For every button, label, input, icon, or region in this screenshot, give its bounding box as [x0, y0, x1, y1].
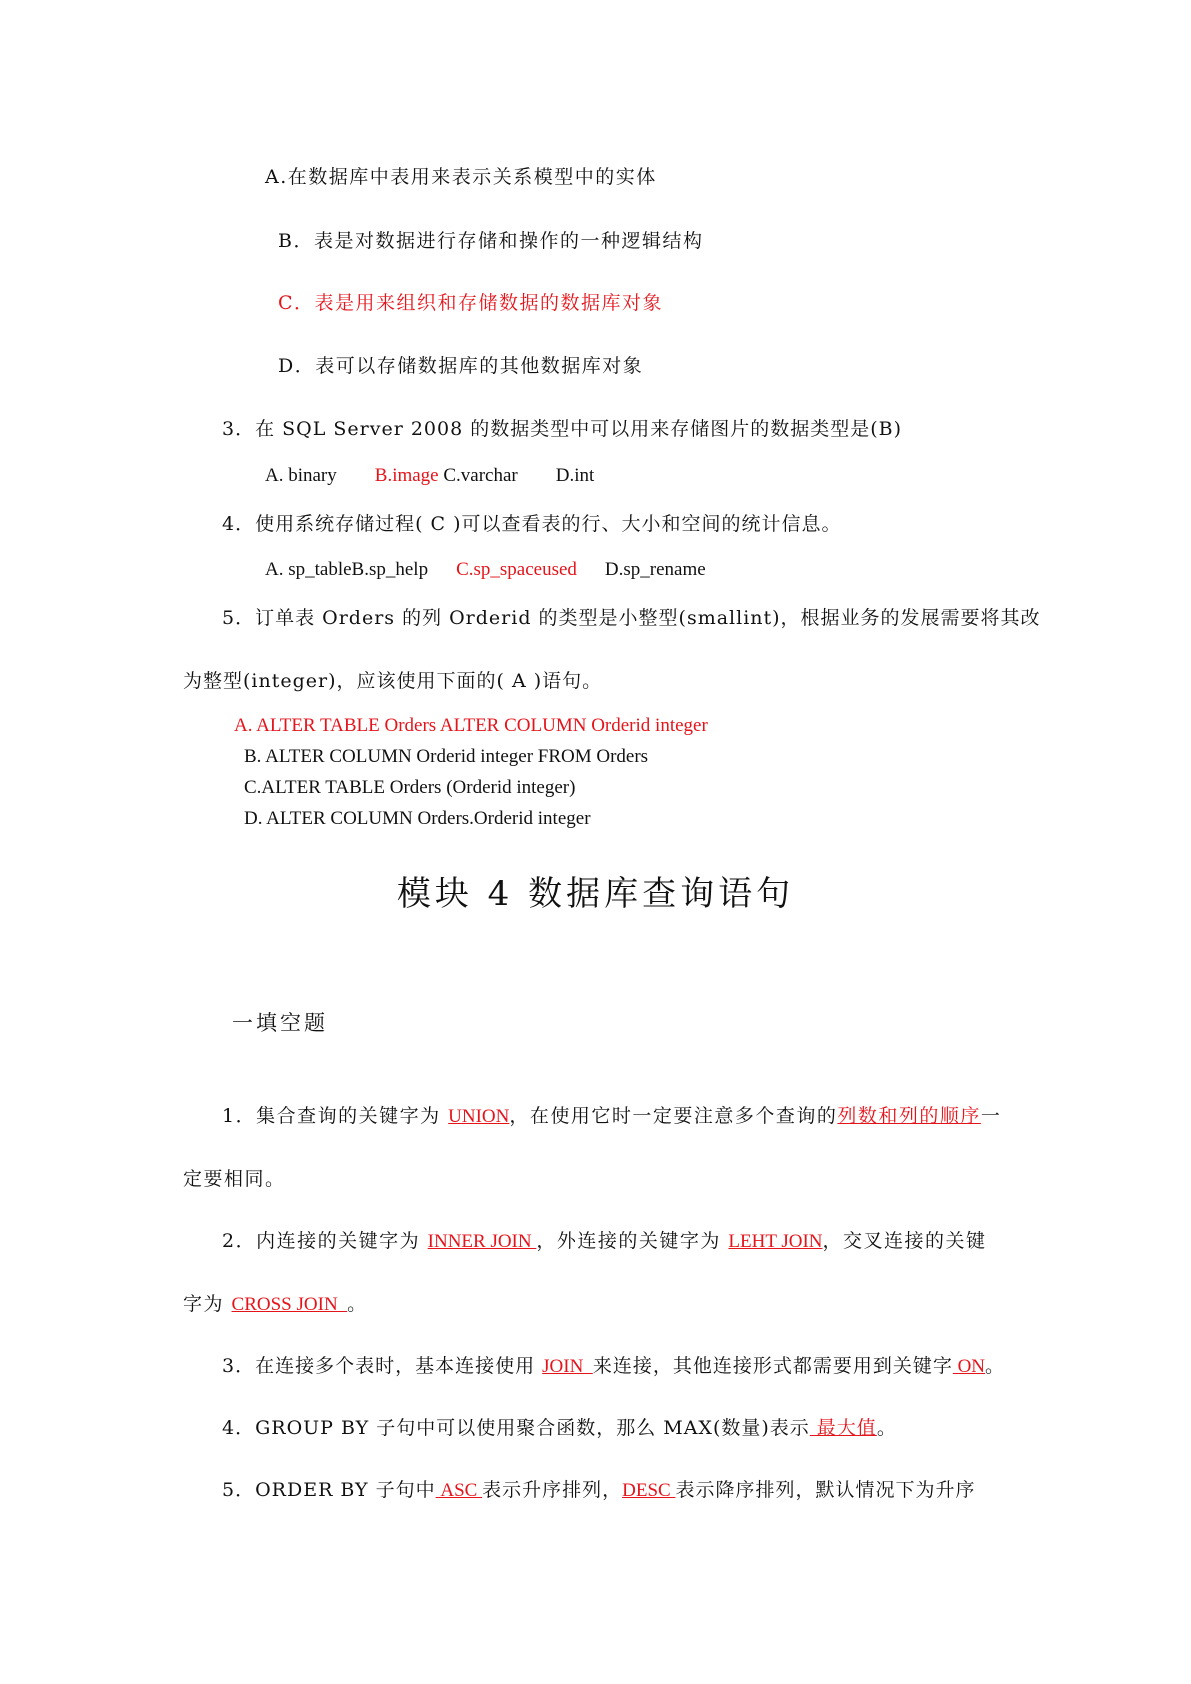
fill-1-text-mid: ，在使用它时一定要注意多个查询的	[509, 1105, 838, 1127]
q5-option-d: D. ALTER COLUMN Orders.Orderid integer	[244, 808, 591, 829]
q5-stem-line2: 为整型(integer)，应该使用下面的( A )语句。	[183, 670, 603, 692]
fill-2-text: 2．内连接的关键字为	[222, 1230, 428, 1252]
fill-3-text-mid: 来连接，其他连接形式都需要用到关键字	[592, 1355, 953, 1377]
fill-2-text-line2-end: 。	[347, 1293, 368, 1315]
q3-options	[265, 463, 594, 489]
fill-2-text-mid: ，外连接的关键字为	[536, 1230, 729, 1252]
q4-option-c: C.sp_spaceused	[456, 559, 577, 580]
fill-1-line1	[222, 1103, 1001, 1130]
q3-option-c: C.varchar	[443, 465, 518, 486]
fill-5	[222, 1477, 975, 1504]
q4-option-ab: A. sp_tableB.sp_help	[265, 559, 429, 580]
q2-option-d: D．表可以存储数据库的其他数据库对象	[278, 355, 644, 377]
q4-option-d: D.sp_rename	[604, 559, 706, 580]
q3-option-b: B.image	[374, 465, 439, 486]
fill-2-answer-1: INNER JOIN	[427, 1231, 537, 1252]
q5-option-a: A. ALTER TABLE Orders ALTER COLUMN Orderid integer	[234, 715, 708, 736]
fill-1-answer-2: 列数和列的顺序	[837, 1105, 981, 1127]
q2-option-c: C．表是用来组织和存储数据的数据库对象	[278, 292, 664, 314]
fill-4-answer-1: 最大值	[809, 1417, 877, 1439]
fill-4-text: 4．GROUP BY 子句中可以使用聚合函数，那么 MAX(数量)表示	[222, 1417, 810, 1439]
fill-2-line2	[183, 1291, 368, 1318]
q5-option-b: B. ALTER COLUMN Orderid integer FROM Orders	[244, 746, 649, 767]
fill-5-answer-1: ASC	[435, 1480, 483, 1501]
fill-2-text-end: ，交叉连接的关键	[822, 1230, 987, 1252]
q3-stem: 3．在 SQL Server 2008 的数据类型中可以用来存储图片的数据类型是(B)	[222, 418, 903, 440]
fill-1-text-end: 一	[980, 1105, 1002, 1127]
fill-3-answer-2: ON	[952, 1356, 986, 1377]
fill-2-text-line2: 字为	[183, 1293, 232, 1315]
fill-5-text-mid: 表示升序排列，	[482, 1479, 623, 1501]
q5-stem-line1: 5．订单表 Orders 的列 Orderid 的类型是小整型(smallint)，根据业务的发展需要将其改	[222, 607, 1041, 629]
q4-options	[265, 557, 706, 583]
fill-5-text-end: 表示降序排列，默认情况下为升序	[675, 1479, 976, 1501]
q3-option-d: D.int	[555, 465, 595, 486]
fill-4-text-end: 。	[876, 1417, 897, 1439]
q2-option-b: B．表是对数据进行存储和操作的一种逻辑结构	[278, 230, 704, 252]
fill-5-answer-2: DESC	[622, 1480, 676, 1501]
section-title: 一填空题	[232, 1011, 328, 1035]
q2-option-a: A.在数据库中表用来表示关系模型中的实体	[265, 166, 657, 188]
q3-option-a: A. binary	[265, 465, 337, 486]
fill-3	[222, 1353, 1005, 1380]
fill-1-answer-1: UNION	[448, 1106, 510, 1127]
fill-2-line1	[222, 1228, 987, 1255]
fill-2-answer-3: CROSS JOIN	[231, 1294, 348, 1315]
module-title: 模块 4 数据库查询语句	[396, 874, 795, 914]
fill-3-text: 3．在连接多个表时，基本连接使用	[222, 1355, 543, 1377]
fill-5-text: 5．ORDER BY 子句中	[222, 1479, 436, 1501]
fill-1-text: 1．集合查询的关键字为	[222, 1105, 449, 1127]
q5-option-c: C.ALTER TABLE Orders (Orderid integer)	[244, 777, 576, 798]
fill-4	[222, 1415, 897, 1441]
fill-3-text-end: 。	[985, 1355, 1006, 1377]
fill-2-answer-2: LEHT JOIN	[728, 1231, 823, 1252]
fill-1-line2: 定要相同。	[183, 1168, 286, 1190]
fill-3-answer-1: JOIN	[542, 1356, 593, 1377]
q4-stem: 4．使用系统存储过程( C )可以查看表的行、大小和空间的统计信息。	[222, 513, 842, 535]
